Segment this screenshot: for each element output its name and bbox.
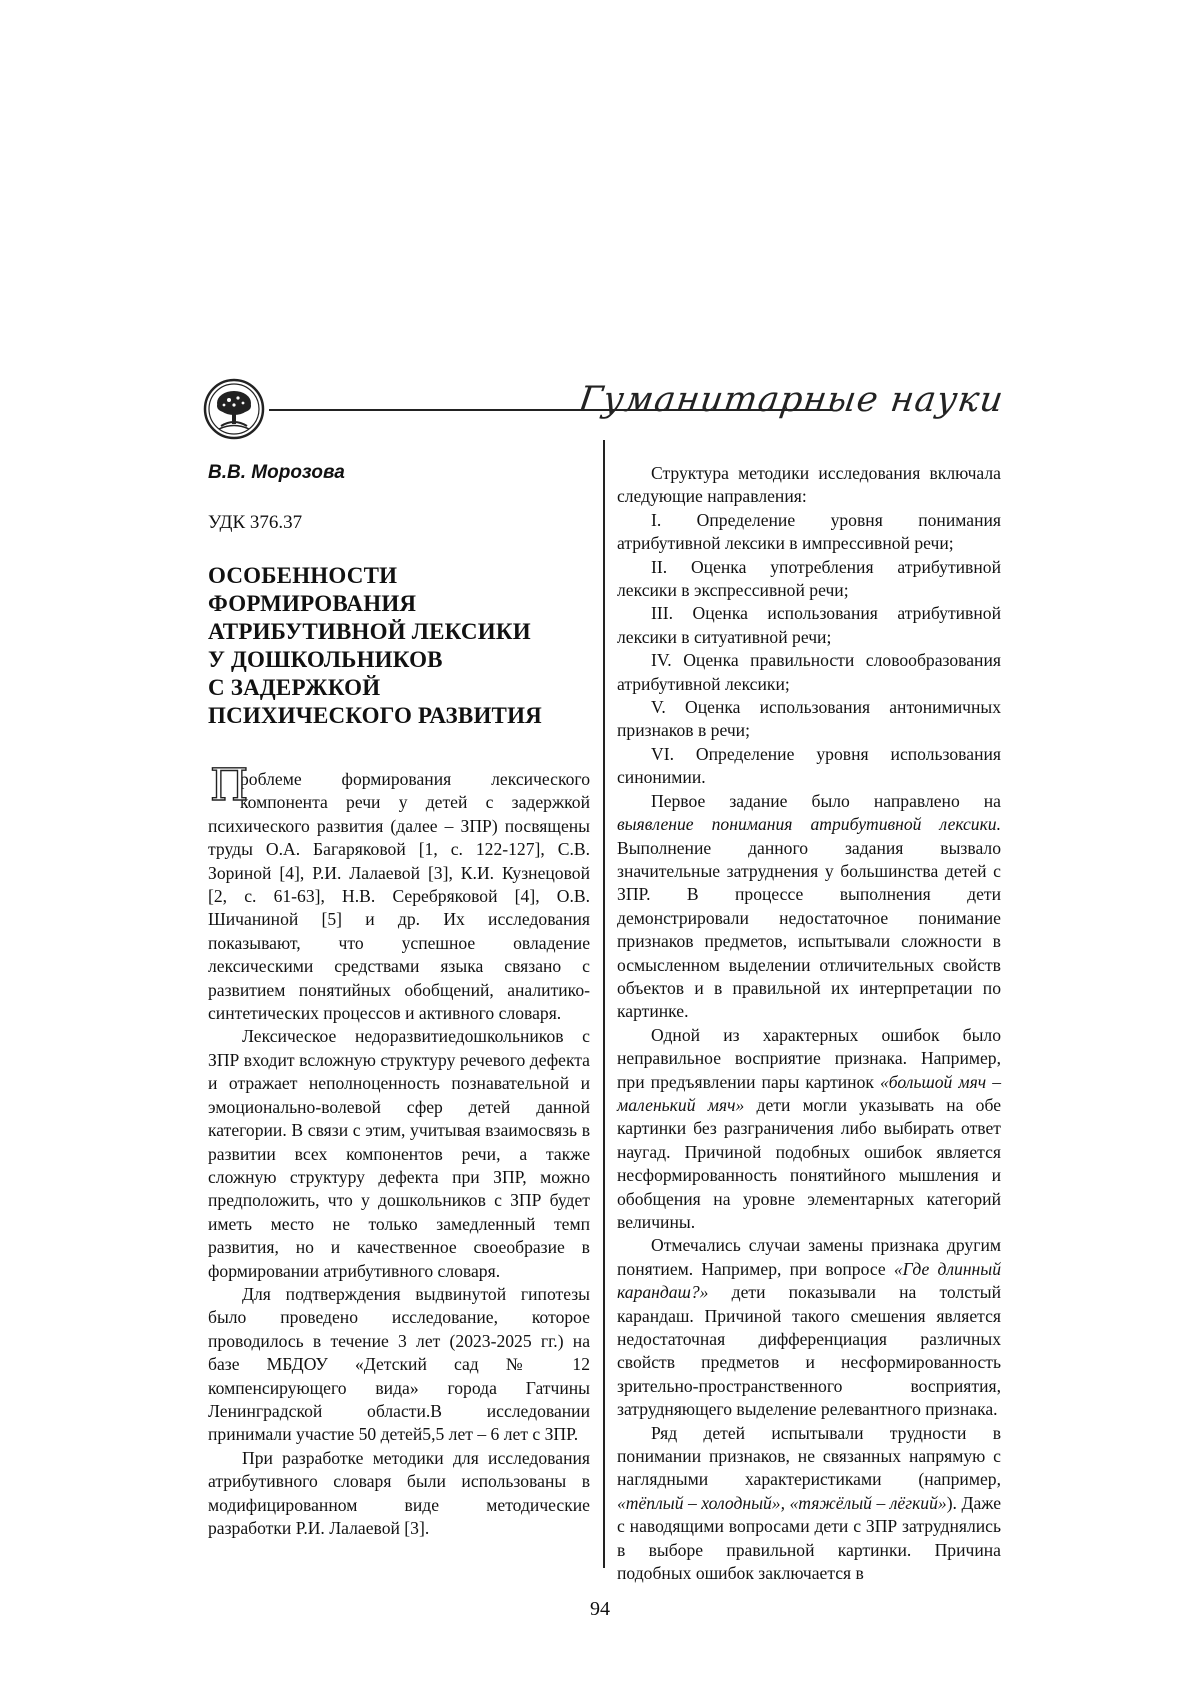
page-header <box>203 378 1006 448</box>
paragraph: Первое задание было направлено на выявление понимания атрибутивной лексики. Выполнение данного задания вызвало значительные затруднения у большинства детей с ЗПР. В процессе выполнения дети демонстрировали недостаточное понимание признаков предметов, испытывали сложности в осмысленном выделении отличительных свойств объектов и в правильной их интерпретации по картинке. <box>617 790 1001 1022</box>
list-item: IV. Оценка правильности словообразования атрибутивной лексики; <box>617 650 1001 694</box>
title-line: С ЗАДЕРЖКОЙ <box>208 675 381 700</box>
article-title <box>208 562 590 730</box>
title-line: У ДОШКОЛЬНИКОВ <box>208 647 443 672</box>
title-line: ФОРМИРОВАНИЯ <box>208 591 417 616</box>
page-number: 94 <box>590 1598 610 1620</box>
paragraph-text: роблеме формирования лексического компонента речи у детей с задержкой психического развития (далее – ЗПР) посвящены труды О.А. Багаряковой [1, с. 122-127], С.В. Зориной [4], Р.И. Лалаевой [3], К.И. Кузнецовой [2, с. 61-63], Н.В. Серебряковой [4], О.В. Шичаниной [5] и др. Их исследования показывают, что успешное овладение лексическими средствами языка связано с развитием понятийных обобщений, аналитико-синтетических процессов и активного словаря. <box>208 769 590 1024</box>
list-item: II. Оценка употребления атрибутивной лексики в экспрессивной речи; <box>617 556 1001 601</box>
column-divider <box>603 440 605 1568</box>
title-line: ПСИХИЧЕСКОГО РАЗВИТИЯ <box>208 703 542 728</box>
tree-emblem-icon <box>203 378 265 440</box>
list-item: I. Определение уровня понимания атрибутивной лексики в импрессивной речи; <box>617 509 1001 554</box>
paragraph: Лексическое недоразвитиедошкольников с ЗПР входит вcложную структуру речевого дефекта и отражает неполноценность познавательной и эмоционально-волевой сфер детей данной категории. В связи с этим, учитывая взаимосвязь в развитии всех компонентов речи, а также сложную структуру дефекта при ЗПР, можно предположить, что у дошкольников с ЗПР будет иметь место не только замедленный темп развития, но и качественное своеобразие в формировании атрибутивного словаря. <box>208 1026 590 1281</box>
paragraph-intro <box>208 760 590 1025</box>
author-name: В.В. Морозова <box>208 462 345 483</box>
paragraph: Ряд детей испытывали трудности в понимании признаков, не связанных напрямую с наглядными характеристиками (например, «тёплый – холодный», «тяжёлый – лёгкий»). Даже с наводящими вопросами дети с ЗПР затруднялись в выборе правильной картинки. Причина подобных ошибок заключается в <box>617 1422 1001 1584</box>
left-column <box>208 462 590 1540</box>
paragraph: Для подтверждения выдвинутой гипотезы было проведено исследование, которое проводилось в течение 3 лет (2023-2025 гг.) на базе МБДОУ «Детский сад № 12 компенсирующего вида» города Гатчины Ленинградской области.В исследовании принимали участие 50 детей5,5 лет – 6 лет с ЗПР. <box>208 1283 590 1445</box>
list-item: III. Оценка использования атрибутивной лексики в ситуативной речи; <box>617 603 1001 647</box>
dropcap: П <box>210 760 249 811</box>
right-column <box>617 462 1001 1586</box>
paragraph: Одной из характерных ошибок было неправильное восприятие признака. Например, при предъявлении пары картинок «большой мяч – маленький мяч» дети могли указывать на обе картинки без разграничения либо выбирать ответ наугад. Причиной подобных ошибок является несформированность понятийного мышления и обобщения на уровне элементарных категорий величины. <box>617 1024 1002 1232</box>
list-item: V. Оценка использования антонимичных признаков в речи; <box>617 697 1001 741</box>
paragraph: Отмечались случаи замены признака другим понятием. Например, при вопросе «Где длинный карандаш?» дети показывали на толстый карандаш. Причиной такого смешения является недостаточная дифференциация различных свойств предметов и несформированность зрительно-пространственного восприятия, затрудняющего выделение релевантного признака. <box>617 1235 1001 1420</box>
paragraph: При разработке методики для исследования атрибутивного словаря были использованы в модифицированном виде методические разработки Р.И. Лалаевой [3]. <box>208 1447 590 1538</box>
paragraph: Структура методики исследования включала следующие направления: <box>617 463 1001 507</box>
udc-code: УДК 376.37 <box>208 512 303 533</box>
title-line: АТРИБУТИВНОЙ ЛЕКСИКИ <box>208 619 531 644</box>
list-item: VI. Определение уровня использования синонимии. <box>617 743 1001 788</box>
section-label: Гуманитарные науки <box>575 380 1006 420</box>
title-line: ОСОБЕННОСТИ <box>208 563 398 588</box>
